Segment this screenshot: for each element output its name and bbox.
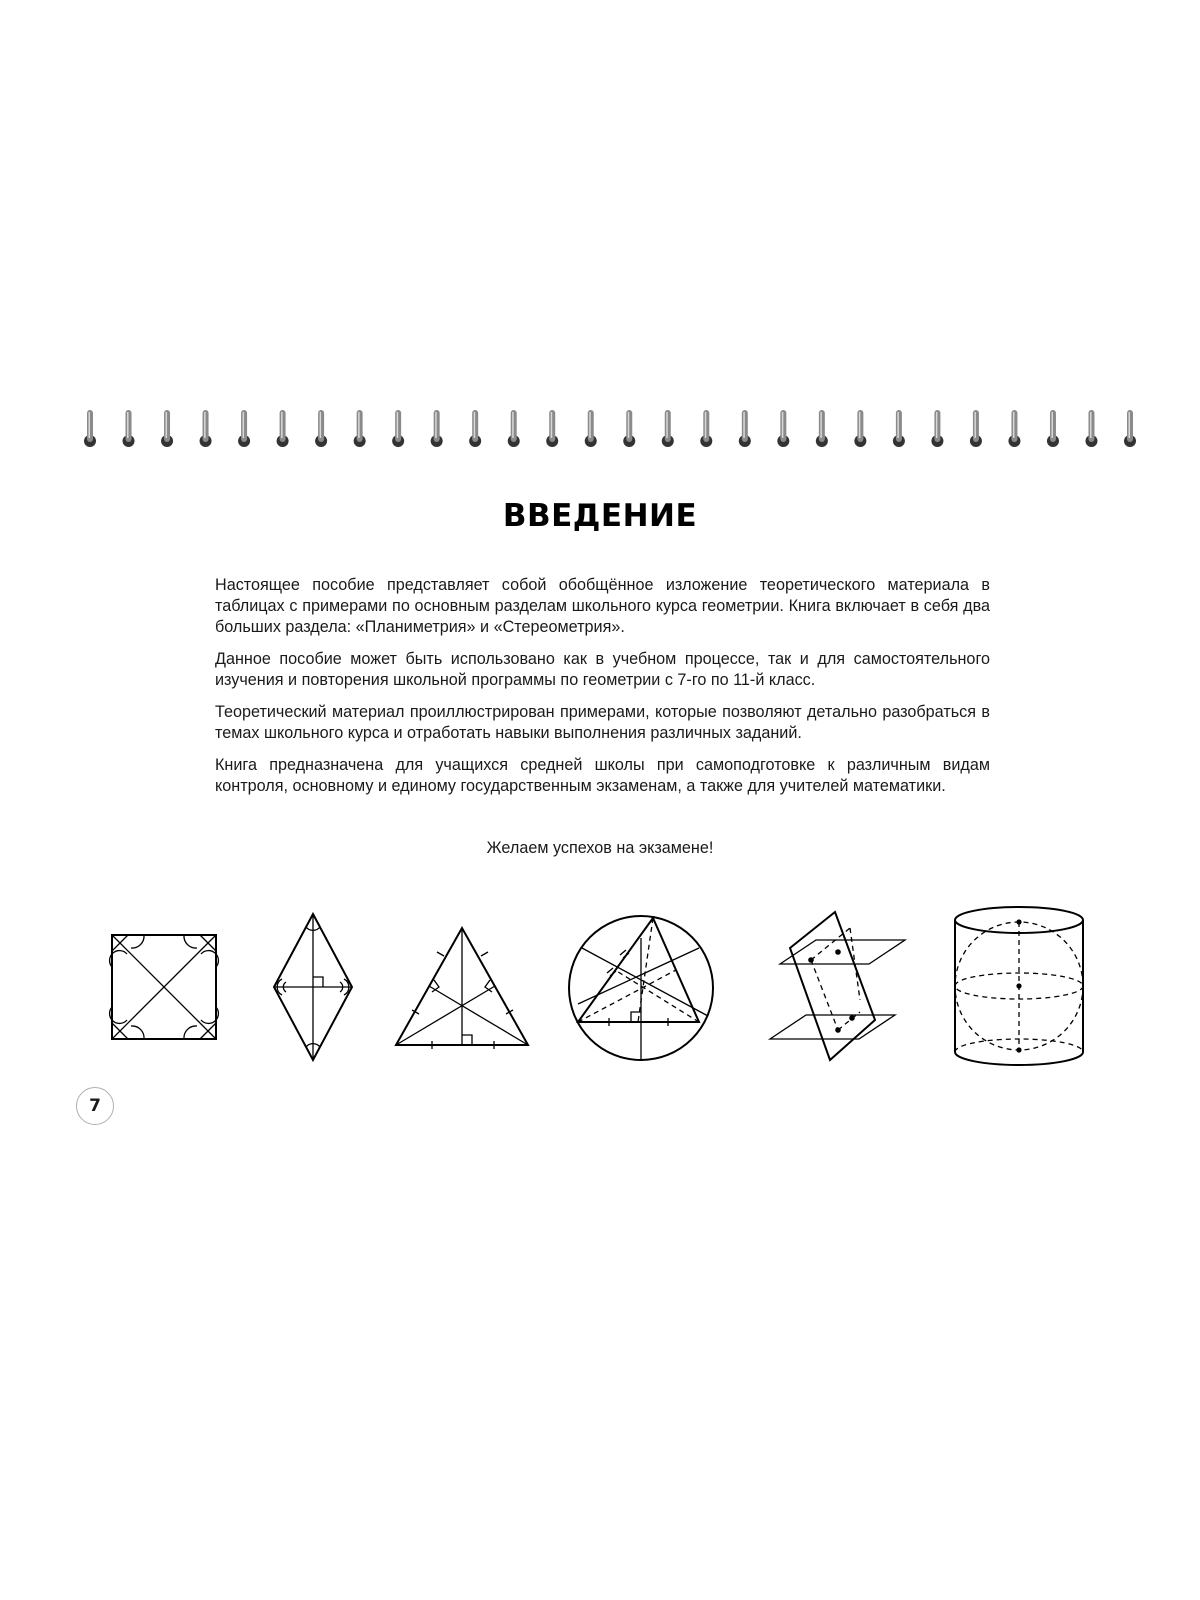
spiral-ring xyxy=(1085,410,1097,447)
spiral-ring xyxy=(84,410,96,447)
page-title: ВВЕДЕНИЕ xyxy=(502,498,698,534)
cylinder-sphere-icon xyxy=(955,907,1083,1065)
square-diagonals-icon xyxy=(108,935,218,1039)
spiral-ring xyxy=(739,410,751,447)
parallel-planes-icon xyxy=(770,912,905,1060)
spiral-ring xyxy=(546,410,558,447)
spiral-ring xyxy=(585,410,597,447)
spiral-ring xyxy=(200,410,212,447)
spiral-ring xyxy=(508,410,520,447)
closing-wish: Желаем успехов на экзамене! xyxy=(486,839,714,857)
inscribed-triangle-icon xyxy=(569,916,713,1060)
paragraph-4: Книга предназначена для учащихся средней школы при самоподготовке к различным видам контроля, основному и единому государственным экзаменам, а также для учителей математики. xyxy=(215,756,990,795)
spiral-ring xyxy=(816,410,828,447)
spiral-ring xyxy=(1047,410,1059,447)
spiral-ring xyxy=(777,410,789,447)
spiral-ring xyxy=(315,410,327,447)
spiral-ring xyxy=(161,410,173,447)
spiral-ring xyxy=(970,410,982,447)
spiral-ring xyxy=(931,410,943,447)
spiral-ring xyxy=(238,410,250,447)
spiral-ring xyxy=(854,410,866,447)
spiral-ring xyxy=(431,410,443,447)
spiral-ring xyxy=(893,410,905,447)
paragraph-3: Теоретический материал проиллюстрирован примерами, которые позволяют детально разобраться в темах школьного курса и отработать навыки выполнения различных заданий. xyxy=(215,703,990,742)
spiral-ring xyxy=(1124,410,1136,447)
paragraph-1: Настоящее пособие представляет собой обобщённое изложение теоретического материала в таблицах с примерами по основным разделам школьного курса геометрии. Книга включает в себя два больших раздела: «Планиметрия» и «Стереометрия». xyxy=(215,576,990,636)
page-number: 7 xyxy=(76,1087,114,1125)
paragraph-2: Данное пособие может быть использовано как в учебном процессе, так и для самостоятельного изучения и повторения школьной программы по геометрии с 7-го по 11-й класс. xyxy=(215,650,990,689)
spiral-ring xyxy=(700,410,712,447)
rhombus-icon xyxy=(274,914,352,1060)
spiral-ring xyxy=(392,410,404,447)
spiral-ring xyxy=(662,410,674,447)
spiral-ring xyxy=(1008,410,1020,447)
triangle-medians-icon xyxy=(396,928,528,1049)
spiral-binding xyxy=(80,408,1140,452)
spiral-ring xyxy=(277,410,289,447)
spiral-ring xyxy=(123,410,135,447)
intro-text xyxy=(215,575,990,808)
spiral-ring xyxy=(623,410,635,447)
spiral-ring xyxy=(469,410,481,447)
spiral-ring xyxy=(354,410,366,447)
